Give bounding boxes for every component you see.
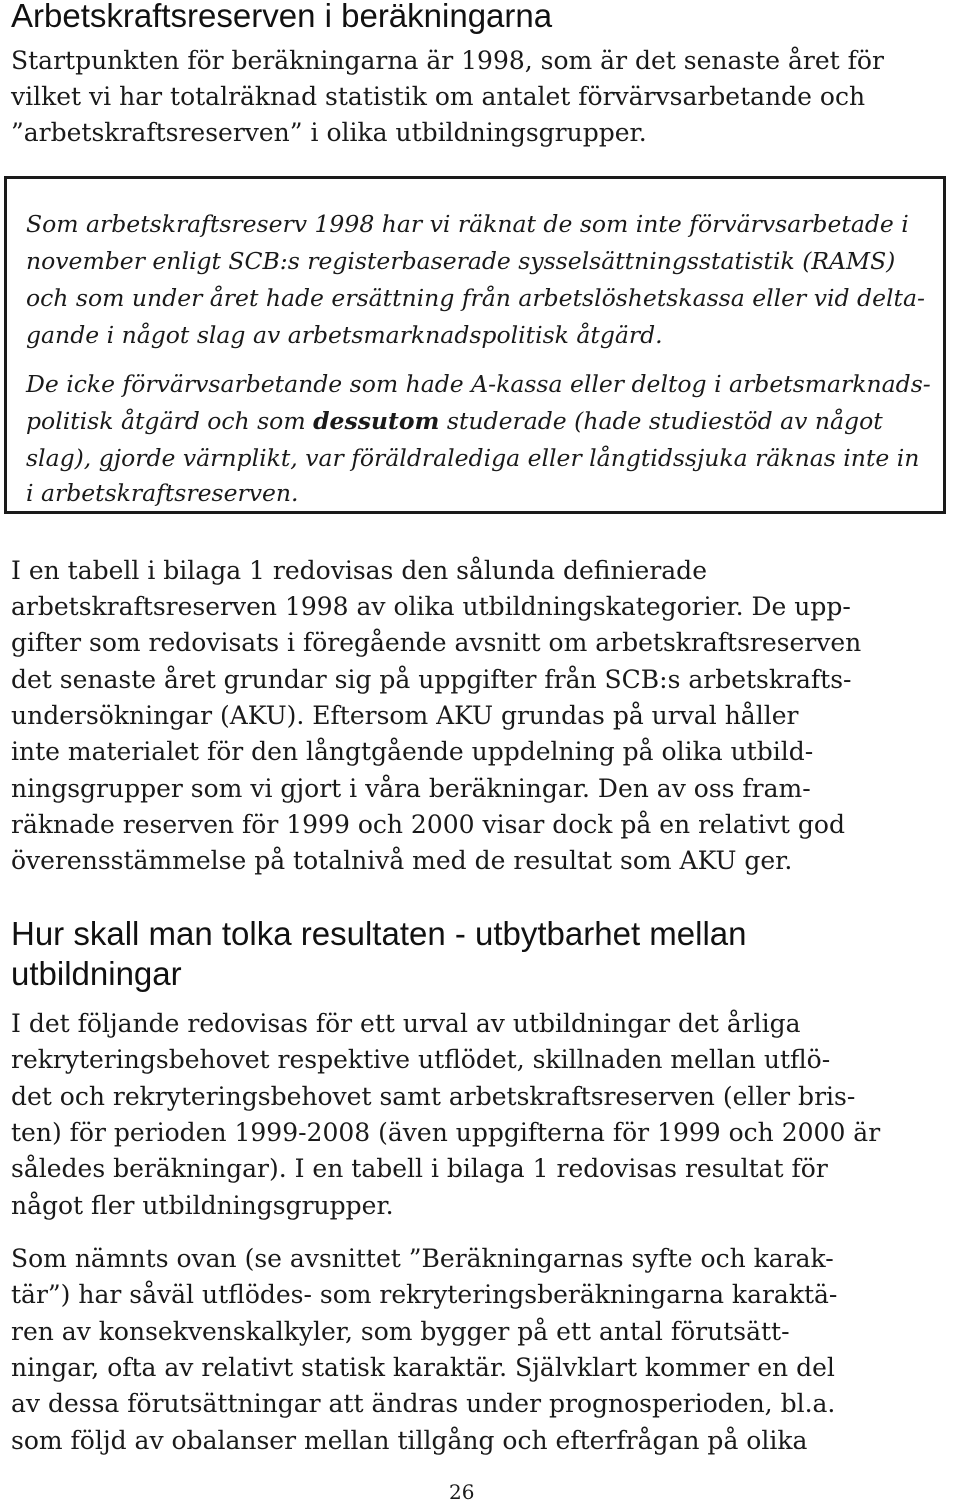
definition-line: De icke förvärvsarbetande som hade A-kassa eller deltog i arbetsmarknads- <box>26 370 931 398</box>
body-line: ningsgrupper som vi gjort i våra beräkningar. Den av oss fram- <box>11 774 811 803</box>
definition-line: gande i något slag av arbetsmarknadspolitisk åtgärd. <box>26 321 663 349</box>
section-heading: utbildningar <box>11 955 182 992</box>
body-line: rekryteringsbehovet respektive utflödet, skillnaden mellan utflö- <box>11 1045 831 1074</box>
body-line: ningar, ofta av relativt statisk karaktär. Självklart kommer en del <box>11 1353 835 1382</box>
body-line: räknade reserven för 1999 och 2000 visar dock på en relativt god <box>11 810 845 839</box>
body-line: det senaste året grundar sig på uppgifter från SCB:s arbetskrafts- <box>11 665 852 694</box>
body-line: som följd av obalanser mellan tillgång och efterfrågan på olika <box>11 1426 808 1455</box>
body-line: ten) för perioden 1999-2008 (även uppgifterna för 1999 och 2000 är <box>11 1118 881 1147</box>
intro-line: ”arbetskraftsreserven” i olika utbildningsgrupper. <box>11 118 647 147</box>
body-line: I det följande redovisas för ett urval av utbildningar det årliga <box>11 1009 801 1038</box>
definition-line <box>26 407 883 435</box>
body-line: det och rekryteringsbehovet samt arbetskraftsreserven (eller bris- <box>11 1082 856 1111</box>
body-line: inte materialet för den långtgående uppdelning på olika utbild- <box>11 737 814 766</box>
body-line: således beräkningar). I en tabell i bilaga 1 redovisas resultat för <box>11 1154 828 1183</box>
section-heading: Arbetskraftsreserven i beräkningarna <box>11 0 553 34</box>
body-line: gifter som redovisats i föregående avsnitt om arbetskraftsreserven <box>11 628 862 657</box>
body-line: undersökningar (AKU). Eftersom AKU grundas på urval håller <box>11 701 799 730</box>
emphasis-text: dessutom <box>313 407 440 435</box>
definition-text: studerade (hade studiestöd av något <box>439 407 883 435</box>
definition-line: och som under året hade ersättning från arbetslöshetskassa eller vid delta- <box>26 284 925 312</box>
definition-line: Som arbetskraftsreserv 1998 har vi räknat de som inte förvärvsarbetade i <box>26 210 909 238</box>
definition-text: politisk åtgärd och som <box>26 407 314 435</box>
body-line: Som nämnts ovan (se avsnittet ”Beräkningarnas syfte och karak- <box>11 1244 834 1273</box>
body-line: överensstämmelse på totalnivå med de resultat som AKU ger. <box>11 846 793 875</box>
intro-line: vilket vi har totalräknad statistik om antalet förvärvsarbetande och <box>11 82 866 111</box>
body-line: av dessa förutsättningar att ändras under prognosperioden, bl.a. <box>11 1389 836 1418</box>
body-line: något fler utbildningsgrupper. <box>11 1191 394 1220</box>
page-number: 26 <box>449 1480 475 1504</box>
section-heading: Hur skall man tolka resultaten - utbytbarhet mellan <box>11 915 747 952</box>
body-line: arbetskraftsreserven 1998 av olika utbildningskategorier. De upp- <box>11 592 851 621</box>
definition-line: i arbetskraftsreserven. <box>26 479 299 507</box>
body-line: I en tabell i bilaga 1 redovisas den sålunda definierade <box>11 556 707 585</box>
body-line: tär”) har såväl utflödes- som rekryteringsberäkningarna karaktä- <box>11 1280 838 1309</box>
definition-line: november enligt SCB:s registerbaserade sysselsättningsstatistik (RAMS) <box>26 247 896 275</box>
body-line: ren av konsekvenskalkyler, som bygger på ett antal förutsätt- <box>11 1317 790 1346</box>
definition-line: slag), gjorde värnplikt, var föräldralediga eller långtidssjuka räknas inte in <box>26 444 920 472</box>
intro-line: Startpunkten för beräkningarna är 1998, som är det senaste året för <box>11 46 884 75</box>
